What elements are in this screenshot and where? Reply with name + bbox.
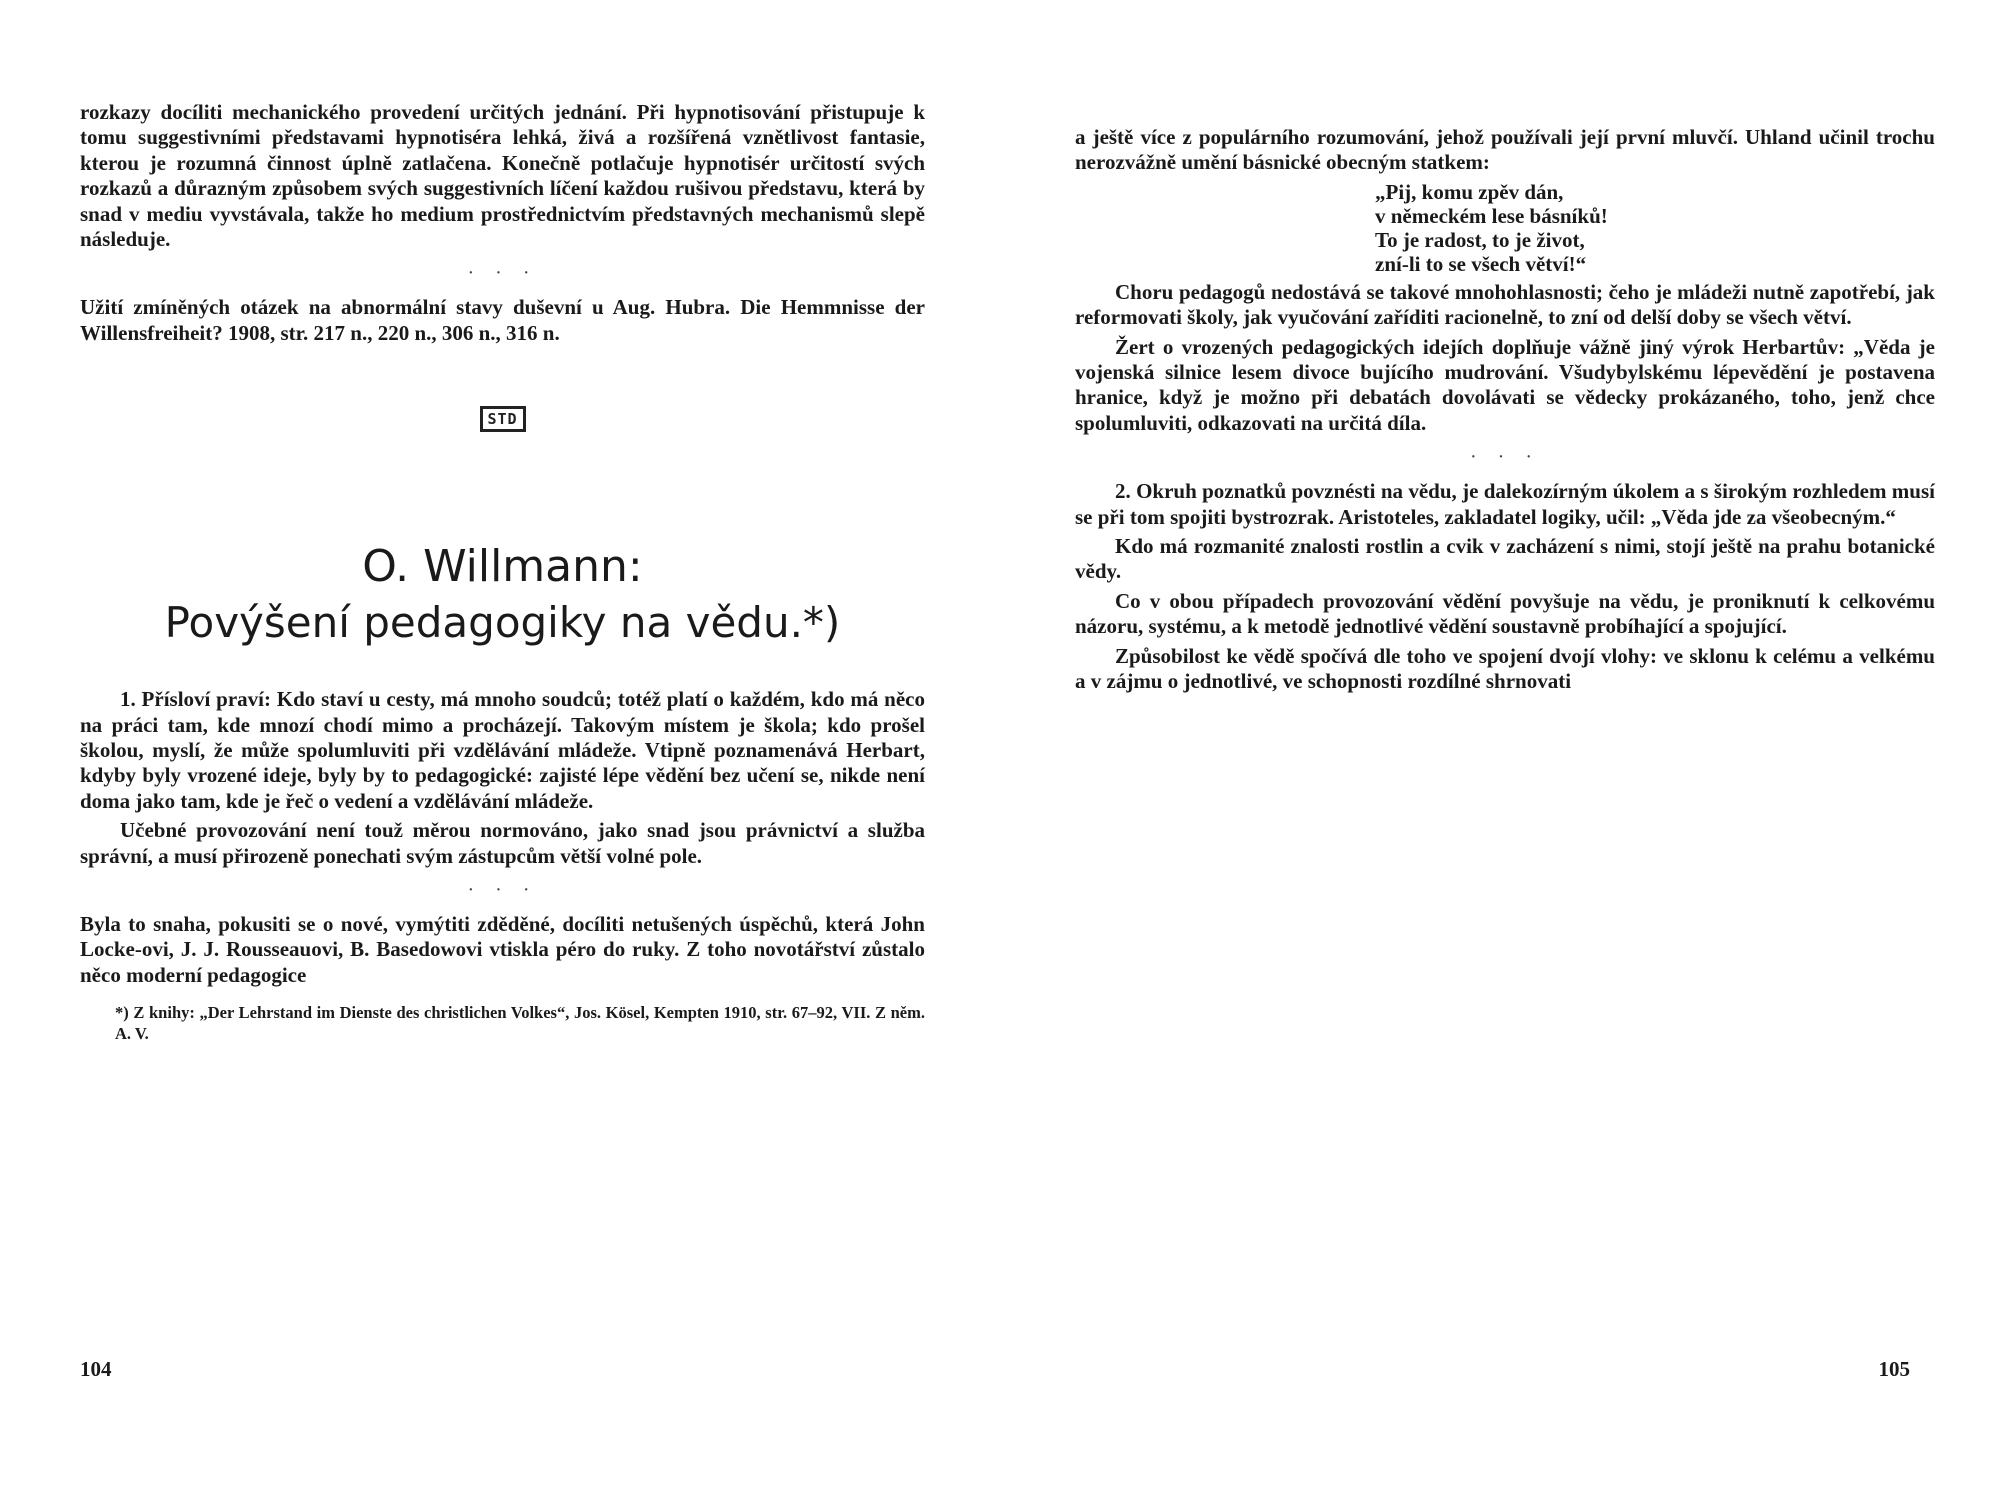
right-paragraph-4: Kdo má rozmanité znalosti rostlin a cvik v zacházení s nimi, stojí ještě na prahu botanické vědy. (1075, 534, 1935, 584)
left-opening-end: Užití zmíněných otázek na abnormální stavy duševní u Aug. Hubra. Die Hemmnisse der Willensfreiheit? 1908, str. 217 n., 220 n., 306 n., 316 n. (80, 295, 925, 345)
right-paragraph-2: Žert o vrozených pedagogických idejích doplňuje vážně jiný výrok Herbartův: „Věda je vojenská silnice lesem divoce bujícího mudrování. Všudybylskému lépevědění je postavena hranice, když je možno při debatách dovolávati se vědecky prokázaného, toho, jenž chce spolumluviti, odkazovati na určitá díla. (1075, 334, 1935, 435)
article-title: Povýšení pedagogiky na vědu.*) (164, 597, 841, 647)
page-number-right: 105 (1878, 1357, 1910, 1381)
verse-line: To je radost, to je život, (1375, 227, 1585, 252)
omitted-text-marker: · · · (1470, 446, 1540, 469)
ornament-icon: STD (480, 406, 526, 432)
verse-quote (1375, 180, 1935, 276)
right-paragraph-6: Způsobilost ke vědě spočívá dle toho ve spojení dvojí vlohy: ve sklonu k celému a velkému a v zájmu o jednotlivé, ve schopnosti rozdílné shrnovati (1075, 643, 1935, 694)
left-paragraph-2: Učebné provozování není touž měrou normováno, jako snad jsou právnictví a služba správní, a musí přirozeně ponechati svým zástupcům větší volné pole. (80, 818, 925, 868)
footnote: *) Z knihy: „Der Lehrstand im Dienste des christlichen Volkes“, Jos. Kösel, Kempten 1910, str. 67–92, VII. Z něm. A. V. (115, 1003, 925, 1044)
verse-line: v německém lese básníků! (1375, 203, 1608, 228)
right-paragraph-5: Co v obou případech provozování vědění povyšuje na vědu, je proniknutí k celkovému názoru, systému, a k metodě jednotlivé vědění soustavně probíhající a spojující. (1075, 588, 1935, 639)
article-author: O. Willmann: (362, 541, 643, 593)
left-paragraph-3: Byla to snaha, pokusiti se o nové, vymýtiti zděděné, docíliti netušených úspěchů, která John Locke-ovi, J. J. Rousseauovi, B. Basedowovi vtiskla péro do ruky. Z toho novotářství zůstalo něco moderní pedagogice (80, 911, 925, 987)
right-page (995, 0, 1990, 1500)
verse-line: „Pij, komu zpěv dán, (1375, 179, 1564, 204)
left-opening-paragraph: rozkazy docíliti mechanického provedení určitých jednání. Při hypnotisování přistupuje k tomu suggestivními představami hypnotiséra lehká, živá a rozšířená vznětlivost fantasie, kterou je rozumná činnost úplně zatlačena. Konečně potlačuje hypnotisér určitostí svých rozkazů a důrazným způsobem svých suggestivních líčení každou rušivou představu, která by snad v mediu vyvstávala, takže ho medium prostřednictvím představných mechanismů slepě následuje. (80, 100, 925, 252)
left-paragraph-1: 1. Přísloví praví: Kdo staví u cesty, má mnoho soudců; totéž platí o každém, kdo má něco na práci tam, kde mnozí chodí mimo a procházejí. Takovým místem je škola; kdo prošel školou, myslí, že může spolumluviti při vzdělávání mládeže. Vtipně poznamenává Herbart, kdyby byly vrozené ideje, byly by to pedagogické: zajisté lépe vědění bez učení se, nikde není doma jako tam, kde je řeč o vedení a vzdělávání mládeže. (80, 687, 925, 813)
verse-line: zní-li to se všech větví!“ (1375, 251, 1587, 276)
right-paragraph-3: 2. Okruh poznatků povznésti na vědu, je dalekozírným úkolem a s širokým rozhledem musí se při tom spojiti bystrozrak. Aristoteles, zakladatel logiky, učil: „Věda jde za všeobecným.“ (1075, 479, 1935, 529)
right-opening-paragraph: a ještě více z populárního rozumování, jehož používali její první mluvčí. Uhland učinil trochu nerozvážně umění básnické obecným statkem: (1075, 125, 1935, 175)
right-paragraph-1: Choru pedagogů nedostává se takové mnohohlasnosti; čeho je mládeži nutně zapotřebí, jak reformovati školy, jak vyučování zaříditi racionelně, to zní od delší doby se všech větví. (1075, 279, 1935, 330)
omitted-text-marker: · · · (467, 878, 538, 901)
omitted-text-marker: · · · (467, 262, 538, 285)
page-number-left: 104 (80, 1357, 112, 1381)
